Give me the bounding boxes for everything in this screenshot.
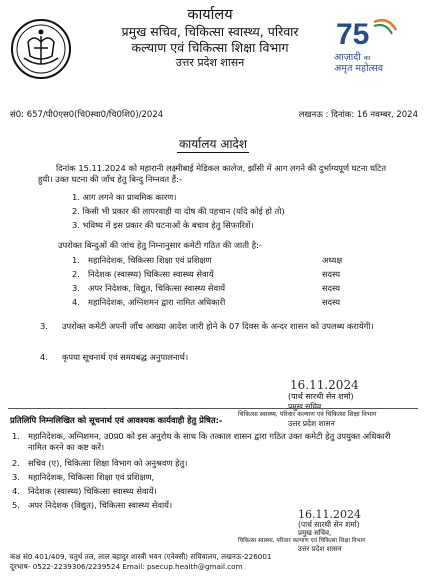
letterhead [90,6,330,70]
copy-no-5: 5. [12,500,20,510]
para-3-number: 3. [40,321,48,331]
sign-2-department: चिकित्सा स्वास्थ्य, परिवार कल्याण एवं चिकित्सा शिक्षा विभाग [238,537,366,544]
reference-line [10,109,418,120]
sign-2-name: (पार्थ सारथी सेन शर्मा) [298,519,360,529]
letter-number: सं0: 657/पी0एस0(चि0स्वा0/चि0शि0)/2024 [10,110,164,120]
committee-name-3: अपर निदेशक, विद्युत, चिकित्सा स्वास्थ्य सेवायें [88,283,226,293]
committee-no-2: 2. [72,269,80,279]
sign-1-state: उत्तर प्रदेश शासन [288,419,335,429]
azadi-ka-amrit-mahotsav-logo [330,16,422,76]
logo-number: 75 [336,18,370,48]
signature-block-2 [238,508,418,554]
sign-2-state: उत्तर प्रदेश शासन [298,545,342,554]
signature-block-1 [238,378,418,429]
section-divider [8,408,418,409]
para-4-text: कृपया सूचनार्थ एवं समयबद्ध अनुपालनार्थ। [62,352,189,362]
sign-1-designation: प्रमुख सचिव, [288,402,324,411]
office-department: कल्याण एवं चिकित्सा शिक्षा विभाग [131,39,289,55]
sign-2-date: 16.11.2024 [298,508,361,521]
sign-1-date: 16.11.2024 [290,378,359,392]
committee-role-2: सदस्य [322,269,341,279]
logo-word-ka: का [363,54,371,62]
logo-line1: आज़ादी [334,52,361,63]
footer-contact: दूरभाष- 0522-2239306/2239524 Email: psecup.health@gmail.com [10,562,243,572]
copy-no-3: 3. [12,472,20,482]
point-3: 3. भविष्य में इस प्रकार की घटनाओं के बचाव हेतु सिफारिशें। [72,220,254,230]
committee-name-4: महानिदेशक, अग्निशमन द्वारा नामित अधिकारी [88,297,226,307]
committee-no-3: 3. [72,283,80,293]
sign-2-designation: प्रमुख सचिव, [298,529,332,538]
footer [10,552,420,573]
committee-no-4: 4. [72,297,80,307]
committee-role-1: अध्यक्ष [322,255,343,265]
committee-role-3: सदस्य [322,283,341,293]
office-title: कार्यालय [187,7,233,23]
azadi-75-icon [330,16,422,48]
order-title-wrap [0,133,426,153]
point-2: 2. किसी भी प्रकार की लापरवाही या दोष की पहचान (यदि कोई हो तो) [72,206,285,216]
office-government: उत्तर प्रदेश शासन [175,56,245,70]
committee-name-2: निदेशक (स्वास्थ्य) चिकित्सा स्वास्थ्य सेवायें [88,269,214,279]
order-title: कार्यालय आदेश [178,137,248,151]
intro-paragraph: दिनांक 15.11.2024 को महारानी लक्ष्मीबाई मेडिकल कालेज, झाँसी में आग लगने की दुर्भाग्यपूर्ण घटना घटित हुयी। उक्त घटना की जाँच हेतु बिन्दु निम्नवत हैं:- [38,163,387,185]
point-1: 1. आग लगने का प्राथमिक कारण। [72,192,177,202]
committee-name-1: महानिदेशक, चिकित्सा शिक्षा एवं प्रशिक्षण [88,255,212,265]
copy-intro: प्रतिलिपि निम्नलिखित को सूचनार्थ एवं आवश्यक कार्यवाही हेतु प्रेषित:- [10,415,223,425]
copy-text-4: निदेशक (स्वास्थ्य) चिकित्सा स्वास्थ्य सेवायें। [28,486,157,496]
letter-date: लखनऊ : दिनांक: 16 नवम्बर, 2024 [298,110,418,120]
committee-intro: उपरोक्त बिन्दुओं की जांच हेतु निम्नानुसार कमेटी गठित की जाती है:- [58,240,262,250]
committee-no-1: 1. [72,255,80,265]
sign-1-name: (पार्थ सारथी सेन शर्मा) [288,392,354,401]
committee-role-4: सदस्य [322,297,341,307]
para-3-text: उपरोक्त कमेटी अपनी जाँच आख्या आदेश जारी होने के 07 दिवस के अन्दर शासन को उपलब्ध करायेगी। [62,321,374,331]
copy-text-5: अपर निदेशक (विद्युत), चिकित्सा स्वास्थ्य सेवायें। [28,500,173,510]
copy-text-3: महानिदेशक, चिकित्सा शिक्षा एवं प्रशिक्षण, [28,472,155,482]
up-state-seal-icon [10,18,72,80]
footer-address: कक्ष सं0 401/409, चतुर्थ तल, लाल बहादुर शास्त्री भवन (एनेक्सी) सचिवालय, लखनऊ-226001 [10,552,272,561]
copy-no-1: 1. [12,431,20,441]
copy-text-2: सचिव (ए), चिकित्सा शिक्षा विभाग को अनुश्रवण हेतु। [28,458,188,468]
copy-no-2: 2. [12,458,20,468]
copy-text-1: महानिदेशक, अग्निशमन, उ0प्र0 को इस अनुरोध के साथ कि तत्काल शासन द्वारा गठित उक्त कमेटी हेतु उपयुक्त अधिकारी नामित करने का कष्ट करें। [28,431,391,453]
sign-1-department: चिकित्सा स्वास्थ्य, परिवार कल्याण एवं चिकित्सा शिक्षा विभाग [238,411,377,419]
copy-no-4: 4. [12,486,20,496]
office-designation: प्रमुख सचिव, चिकित्सा स्वास्थ्य, परिवार [121,24,299,40]
logo-line2: अमृत महोत्सव [334,63,383,75]
para-4-number: 4. [40,352,48,362]
